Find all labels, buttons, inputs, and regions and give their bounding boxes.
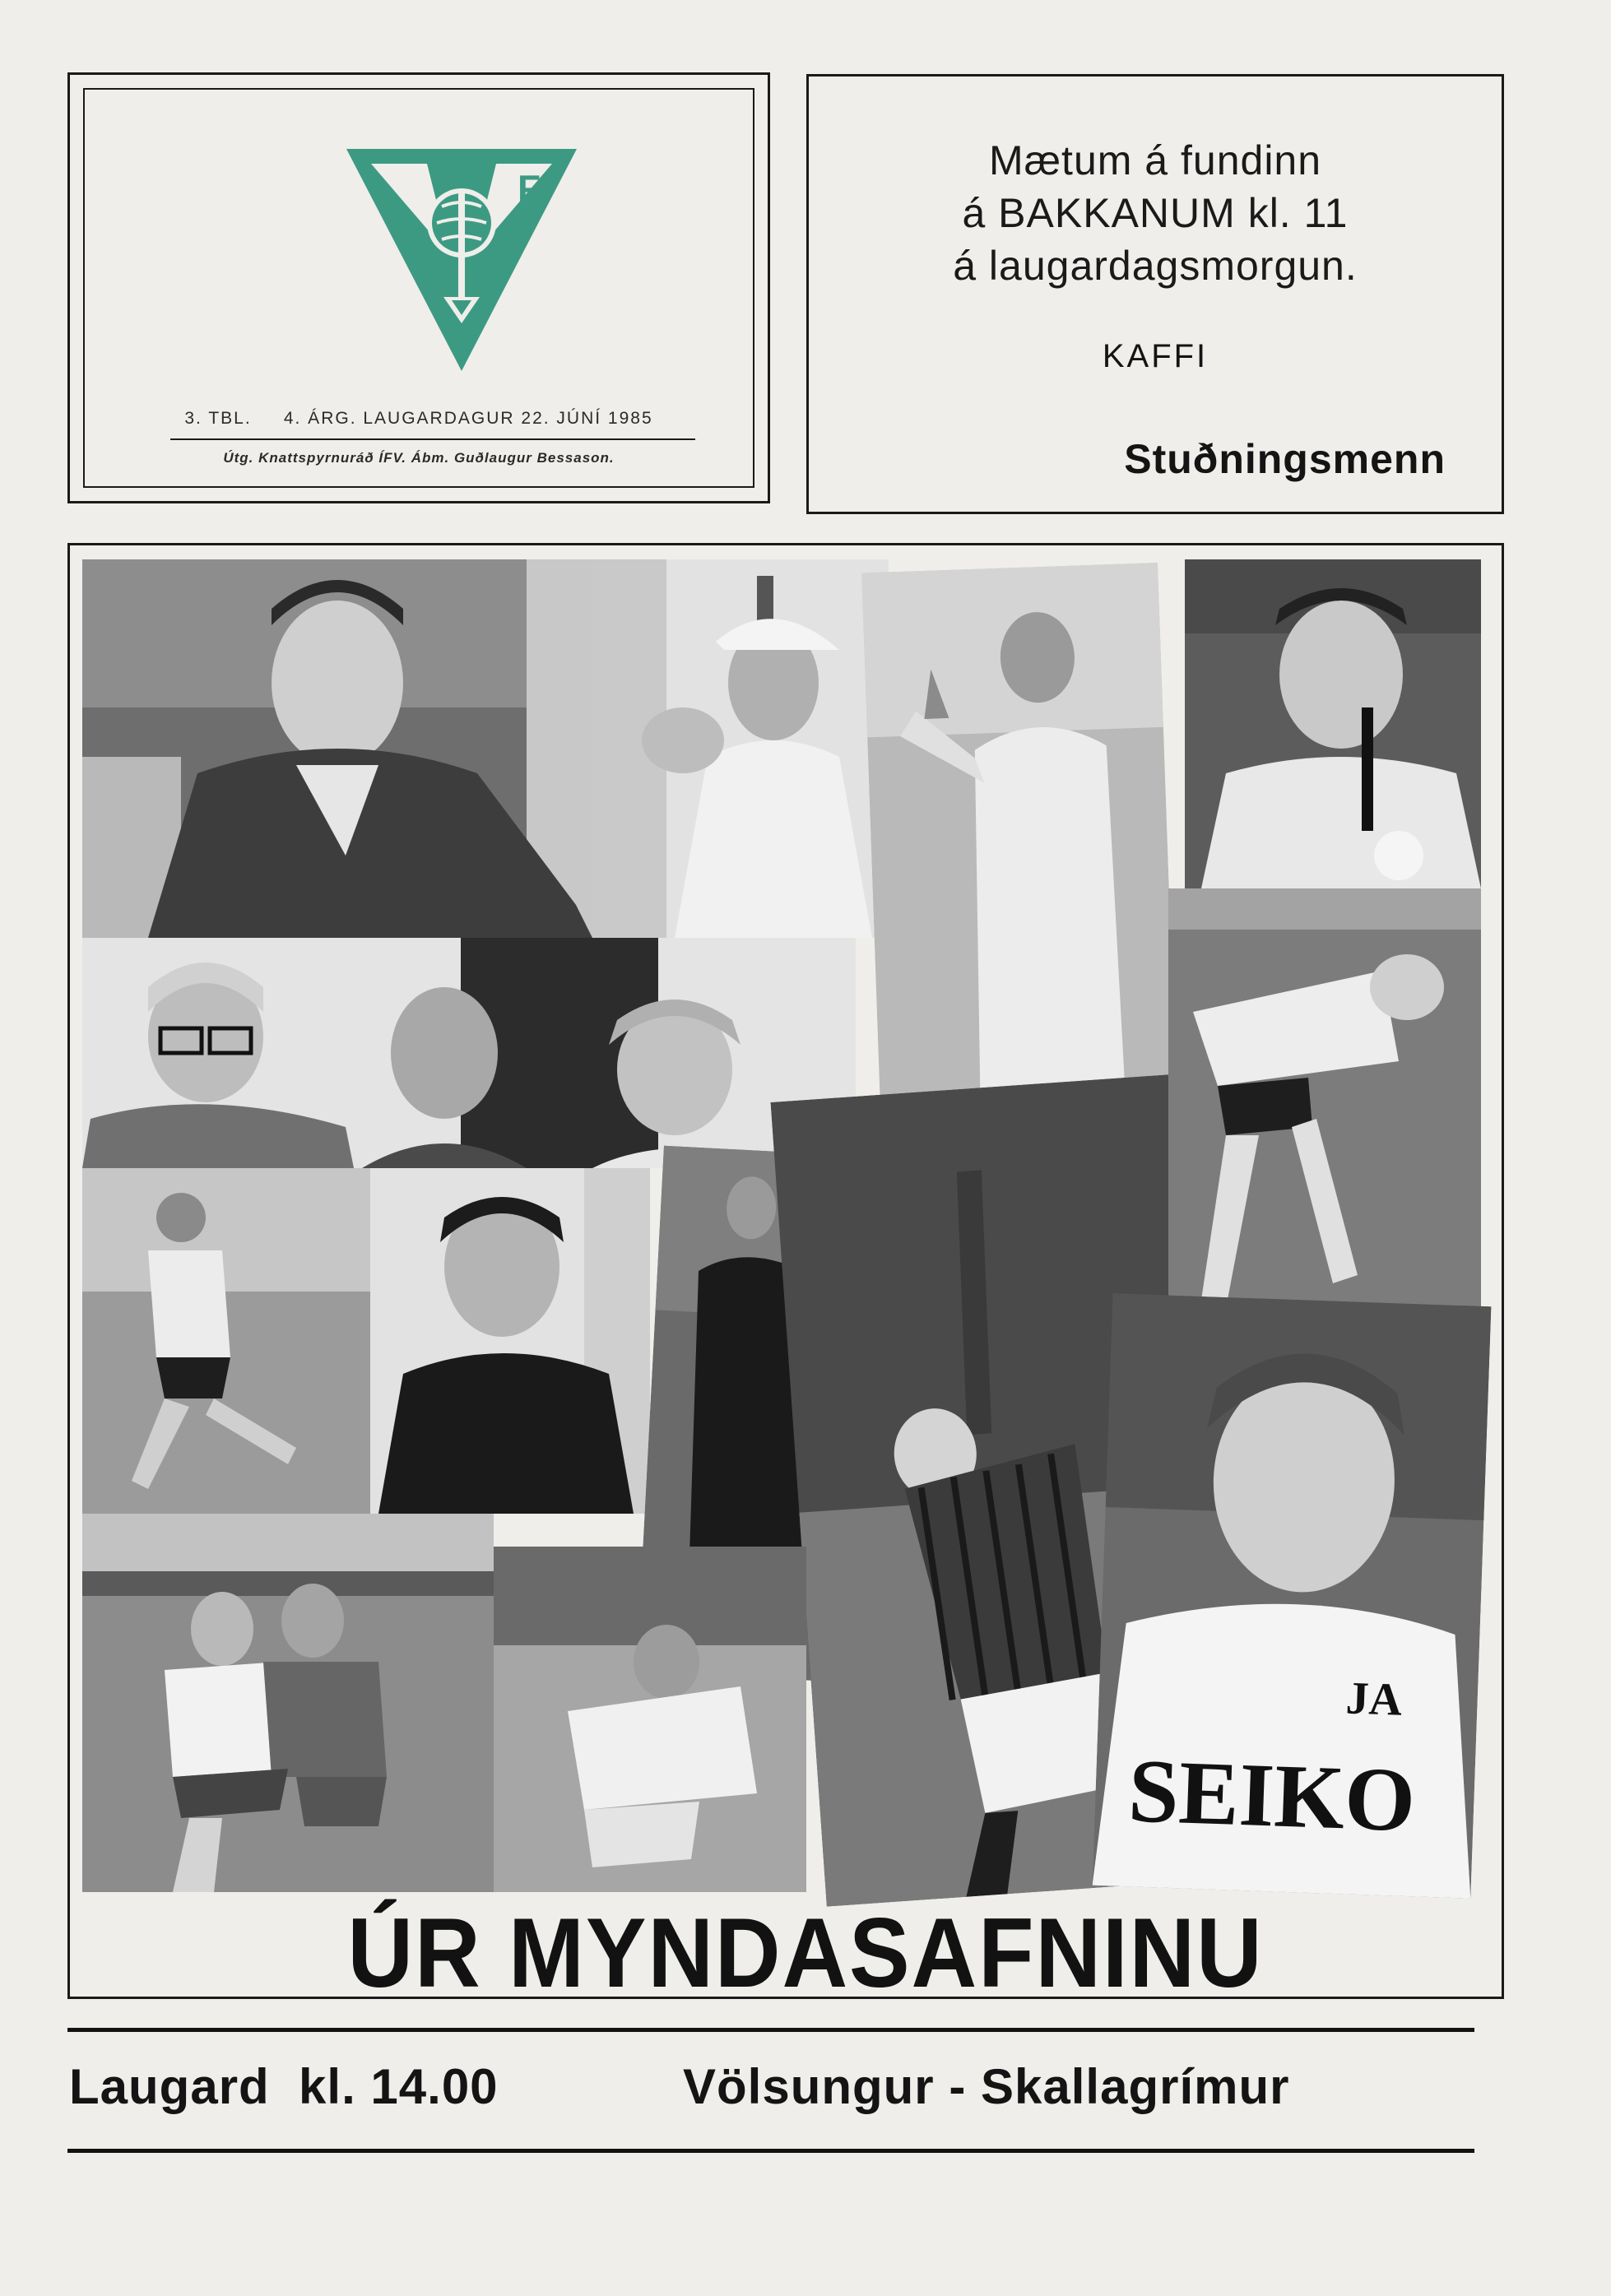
club-logo-icon: [338, 132, 585, 379]
photo-footballer-kicking: [82, 1168, 370, 1514]
photo-player-bending: [1168, 888, 1481, 1349]
svg-text:SEIKO: SEIKO: [1126, 1740, 1418, 1851]
photo-smiling-player: [1093, 1293, 1492, 1899]
announcement-line: á laugardagsmorgun.: [953, 243, 1358, 289]
issue-info: 3. TBL. 4. ÁRG. LAUGARDAGUR 22. JÚNÍ 1985: [184, 409, 653, 428]
issue-divider: [170, 438, 695, 440]
announcement-box: [806, 74, 1504, 514]
svg-text:F: F: [518, 167, 541, 210]
collage-title: ÚR MYNDASAFNINU: [347, 1898, 1264, 2008]
masthead-inner-frame: [83, 88, 754, 488]
announcement-line: á BAKKANUM kl. 11: [962, 190, 1349, 236]
masthead-frame: [67, 72, 770, 503]
footer-rule-top: [67, 2028, 1474, 2032]
publisher-info: Útg. Knattspyrnuráð ÍFV. Ábm. Guðlaugur Bessason.: [223, 450, 615, 466]
svg-text:JA: JA: [1344, 1672, 1404, 1726]
supporters-signature: Stuðningsmenn: [1124, 436, 1446, 482]
photo-three-youths: [82, 938, 856, 1168]
photo-players-tussle: [82, 1514, 494, 1892]
photo-man-cap: [592, 559, 889, 938]
kaffi-label: KAFFI: [1102, 338, 1209, 374]
announcement-text: [809, 134, 1502, 292]
photo-player-white-shirt: [494, 1547, 806, 1892]
photo-man-cardigan: [82, 559, 592, 938]
photo-collage: [82, 559, 1481, 1892]
announcement-line: Mætum á fundinn: [988, 137, 1322, 183]
photo-man-microphone: [1185, 559, 1481, 888]
footer-rule-bottom: [67, 2149, 1474, 2153]
photo-young-man-sweater: [370, 1168, 650, 1514]
fixture-teams: Völsungur - Skallagrímur: [683, 2059, 1290, 2114]
fixture-time: Laugard kl. 14.00: [69, 2059, 499, 2114]
